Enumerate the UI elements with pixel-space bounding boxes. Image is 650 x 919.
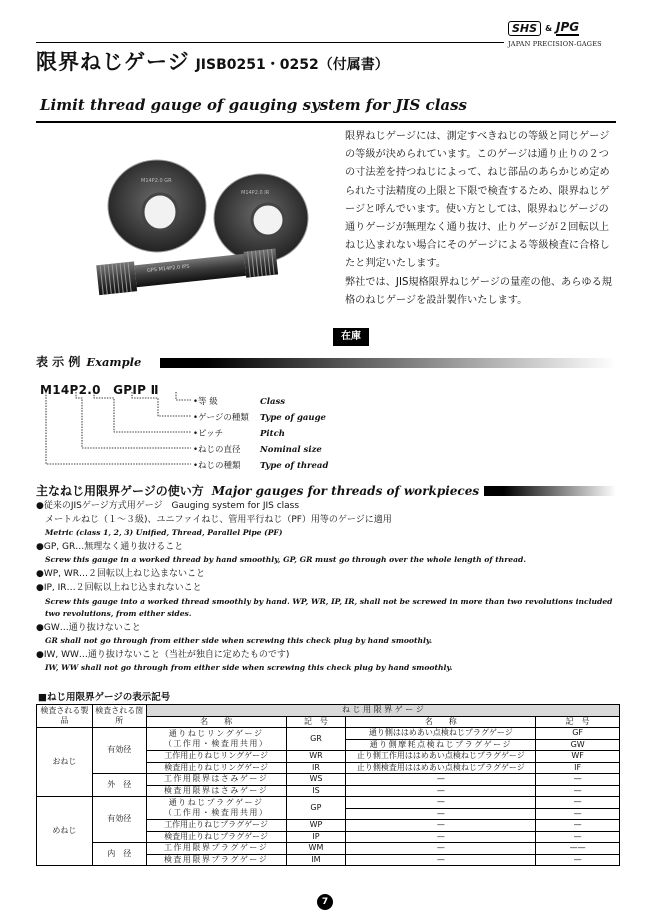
description-paragraph-2: 弊社では、JIS規格限界ねじゲージの量産の他、あらゆる規格のねじゲージを設計製作いたします。 — [345, 276, 612, 306]
gauge-symbol: WP — [286, 820, 346, 832]
usage-item — [36, 568, 620, 582]
check-gauge-name: 通り側摩耗点検ねじプラグゲージ — [346, 739, 536, 751]
gauge-name-note: （工作用・検査用共用） — [163, 739, 269, 748]
check-gauge-symbol: — — [536, 854, 620, 866]
check-gauge-symbol: WF — [536, 751, 620, 763]
usage-item-en: Screw this gauge into a worked thread smoothly by hand. WP, WR, IP, IR, shall not be screwed in more than two revolutions included two revolutions, from either sides. — [45, 596, 613, 618]
check-gauge-name: 通り側ははめあい点検ねじプラグゲージ — [346, 728, 536, 740]
header-name-1: 名 称 — [146, 716, 286, 728]
gauge-name: 工作用限界プラグゲージ — [146, 843, 286, 855]
usage-item-jp: ●IW, WW…通り抜けないこと（当社が独自に定めたものです) — [36, 649, 290, 660]
page-number: 7 — [317, 894, 333, 910]
usage-item-jp: ●GW…通り抜けないこと — [36, 622, 141, 633]
usage-item-jp: ●従来のJISゲージ方式用ゲージ Gauging system for JIS class — [36, 501, 300, 511]
header-product: 検査される製品 — [37, 705, 93, 728]
check-gauge-name: — — [346, 831, 536, 843]
example-row-class-en: Class — [260, 397, 286, 407]
usage-item-jp: ●WP, WR…２回転以上ねじ込まないこと — [36, 568, 206, 579]
location-major-diameter: 外 径 — [92, 774, 146, 797]
gauge-symbol: IS — [286, 785, 346, 797]
check-gauge-symbol: — — [536, 820, 620, 832]
product-internal: めねじ — [37, 797, 93, 866]
check-gauge-symbol: — — [536, 797, 620, 809]
header-name-2: 名 称 — [346, 716, 536, 728]
ring2-label: M14P2.0 IR — [241, 190, 270, 196]
usage-list — [36, 500, 620, 676]
example-row-class-jp: 等 級 — [198, 397, 218, 407]
check-gauge-name: — — [346, 820, 536, 832]
example-heading — [36, 353, 141, 370]
usage-item-jp: ●GP, GR…無理なく通り抜けること — [36, 541, 184, 552]
check-gauge-name: — — [346, 854, 536, 866]
example-heading-jp: 表 示 例 — [36, 355, 81, 369]
example-row-pitch-jp: ピッチ — [198, 429, 224, 439]
check-gauge-name: 止り側検査用ははめあい点検ねじプラグゲージ — [346, 762, 536, 774]
check-gauge-name: 止り側工作用ははめあい点検ねじプラグゲージ — [346, 751, 536, 763]
gauge-name: 検査用限界プラグゲージ — [146, 854, 286, 866]
table-title: ■ねじ用限界ゲージの表示記号 — [38, 692, 171, 703]
usage-item-jp: ●IP, IR…２回転以上ねじ込まれないこと — [36, 583, 202, 593]
check-gauge-symbol: — — [536, 831, 620, 843]
usage-item — [36, 649, 620, 675]
usage-item — [36, 582, 620, 621]
table-row — [37, 774, 620, 786]
description — [345, 128, 617, 310]
check-gauge-symbol: GF — [536, 728, 620, 740]
description-paragraph-1: 限界ねじゲージには、測定すべきねじの等級と同じゲージの等級が決められています。このゲージは通り止りの２つの寸法差を持つねじによって、ねじ部品のあらかじめ定められた寸法精度の上限と下限で検査するため、限界ねじゲージと呼んでいます。使い方としては、限界ねじゲージの通りゲージが無理なく通り抜け、止りゲージが２回転以上ねじ込まれない場合にそのゲージによる等級検査に合格したと判定いたします。 — [345, 131, 610, 270]
header-symbol-2: 記 号 — [536, 716, 620, 728]
check-gauge-symbol: — — [536, 774, 620, 786]
example-row-gauge-en: Type of gauge — [260, 413, 326, 423]
major-heading-en: Major gauges for threads of workpieces — [211, 484, 480, 498]
check-gauge-name: — — [346, 774, 536, 786]
logo-amp: & — [545, 23, 553, 33]
gauge-name-main: 通りねじリングゲージ — [168, 728, 264, 738]
gauge-symbol-table — [36, 704, 620, 866]
header-group: ね じ 用 限 界 ゲ ー ジ — [146, 705, 619, 717]
example-row-pitch-en: Pitch — [260, 429, 285, 439]
product-photo — [36, 128, 330, 328]
title-text: 限界ねじゲージ — [36, 50, 190, 74]
usage-item-en: IW, WW shall not go through from either side when screwing this check plug by hand smoothly. — [45, 663, 453, 672]
example-row-size-jp: ねじの直径 — [198, 445, 241, 455]
check-gauge-symbol: — — [536, 808, 620, 820]
gauge-name: 検査用止りねじリングゲージ — [146, 762, 286, 774]
major-heading — [36, 482, 479, 499]
example-heading-bar — [160, 358, 616, 368]
check-gauge-name: — — [346, 785, 536, 797]
gauge-name: 工作用止りねじリングゲージ — [146, 751, 286, 763]
example-row-size-en: Nominal size — [260, 445, 322, 455]
check-gauge-symbol: GW — [536, 739, 620, 751]
table-row — [37, 843, 620, 855]
example-row-thread-jp: ねじの種類 — [198, 461, 241, 471]
check-gauge-name: — — [346, 797, 536, 809]
plug-label: GPS M14P2.0 IPS — [146, 263, 190, 275]
usage-item-en: Metric (class 1, 2, 3) Unified, Thread, Parallel Pipe (PF) — [45, 528, 283, 537]
logo-shs: SHS — [508, 21, 541, 36]
usage-item-en: Screw this gauge in a worked thread by hand smoothly, GP, GR must go through over the whole length of thread. — [45, 555, 526, 564]
title-standard: JISB0251・0252（付属書） — [195, 57, 389, 73]
ring1-label: M14P2.0 GR — [141, 178, 172, 184]
example-row-pitch: •ピッチ Pitch — [193, 429, 285, 439]
example-row-size: •ねじの直径 Nominal size — [193, 445, 322, 455]
usage-item-sub: メートルねじ（１～３級)、ユニファイねじ、管用平行ねじ（PF）用等のゲージに適用 — [45, 514, 392, 525]
example-row-class: •等 級 Class — [193, 397, 286, 407]
check-gauge-symbol: —— — [536, 843, 620, 855]
gauge-symbol: IR — [286, 762, 346, 774]
example-row-thread-en: Type of thread — [260, 461, 329, 471]
usage-item — [36, 500, 620, 540]
header-symbol-1: 記 号 — [286, 716, 346, 728]
gauge-symbol: WM — [286, 843, 346, 855]
gauge-symbol: IP — [286, 831, 346, 843]
table-row — [37, 728, 620, 740]
gauge-symbol: GR — [286, 728, 346, 751]
company-logo — [508, 20, 626, 58]
check-gauge-name: — — [346, 808, 536, 820]
usage-item-en: GR shall not go through from either side when screwing this check plug by hand smoothly. — [45, 636, 433, 645]
location-pitch-diameter: 有効径 — [92, 728, 146, 774]
stock-badge: 在庫 — [333, 328, 369, 346]
subtitle-rule — [36, 121, 616, 123]
plug-gauge — [96, 247, 278, 296]
example-row-gauge-jp: ゲージの種類 — [198, 413, 249, 423]
logo-jpg: JPG — [556, 20, 580, 34]
check-gauge-name: — — [346, 843, 536, 855]
example-row-gauge: •ゲージの種類 Type of gauge — [193, 413, 326, 423]
example-heading-en: Example — [86, 355, 142, 369]
usage-item — [36, 622, 620, 648]
product-external: おねじ — [37, 728, 93, 797]
gauge-name: 検査用止りねじプラグゲージ — [146, 831, 286, 843]
check-gauge-symbol: — — [536, 785, 620, 797]
gauge-symbol: WS — [286, 774, 346, 786]
gauge-name: 検査用限界はさみゲージ — [146, 785, 286, 797]
gauge-name-note: （工作用・検査用共用） — [163, 808, 269, 817]
usage-item — [36, 541, 620, 567]
page-subtitle: Limit thread gauge of gauging system for JIS class — [40, 96, 468, 114]
gauge-symbol: WR — [286, 751, 346, 763]
top-rule — [36, 42, 504, 43]
gauge-symbol: GP — [286, 797, 346, 820]
gauge-name — [146, 728, 286, 751]
gauge-name: 工作用限界はさみゲージ — [146, 774, 286, 786]
location-minor-diameter: 内 径 — [92, 843, 146, 866]
page-title — [36, 46, 389, 76]
gauge-name — [146, 797, 286, 820]
header-location: 検査される箇所 — [92, 705, 146, 728]
check-gauge-symbol: IF — [536, 762, 620, 774]
table-row — [37, 797, 620, 809]
gauge-symbol: IM — [286, 854, 346, 866]
example-code: M14P2.0 GPIP Ⅱ — [40, 383, 159, 397]
gauge-name-main: 通りねじプラグゲージ — [168, 797, 264, 807]
major-heading-bar — [484, 486, 616, 496]
table-header-row — [37, 705, 620, 717]
location-pitch-diameter: 有効径 — [92, 797, 146, 843]
gauge-name: 工作用止りねじプラグゲージ — [146, 820, 286, 832]
example-row-thread: •ねじの種類 Type of thread — [193, 461, 329, 471]
logo-subtitle: JAPAN PRECISION-GAGES — [508, 40, 602, 48]
major-heading-jp: 主なねじ用限界ゲージの使い方 — [36, 484, 204, 498]
